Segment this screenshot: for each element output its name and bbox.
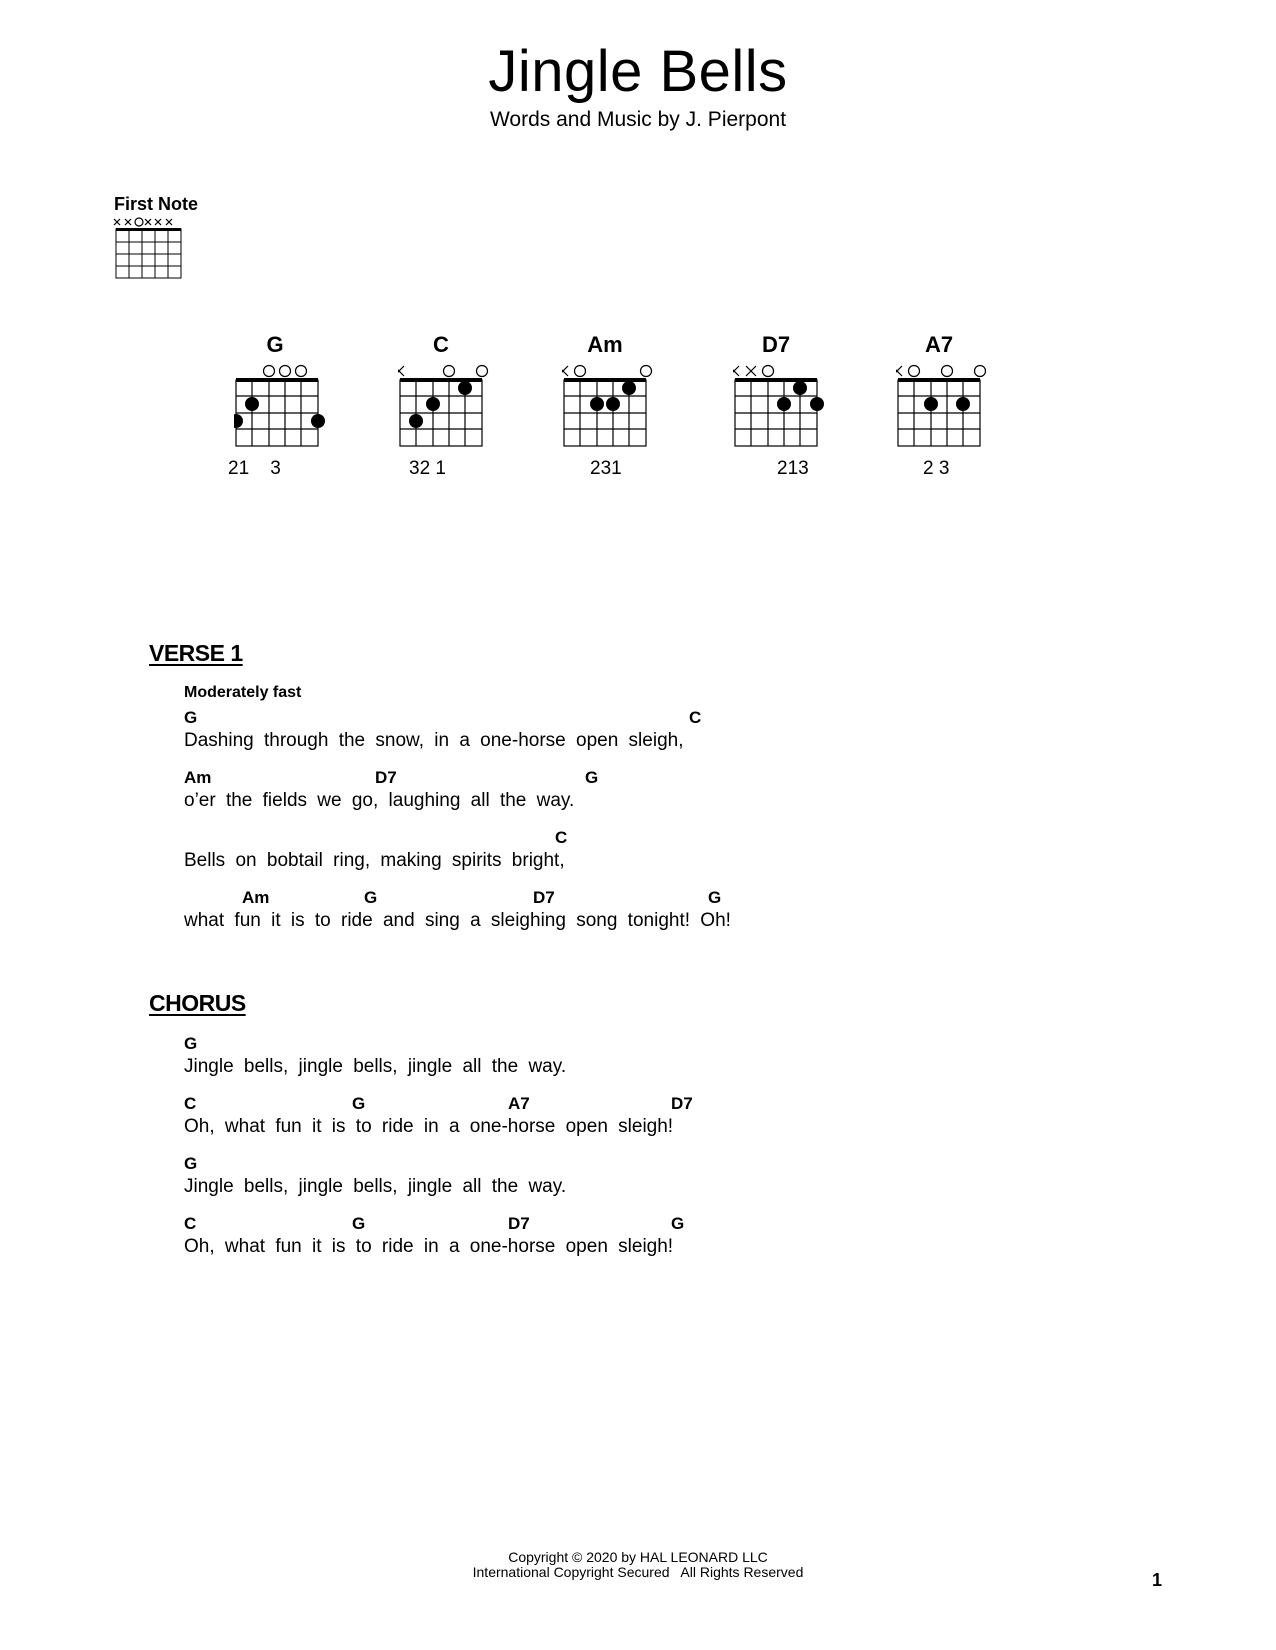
lyric-line <box>184 1154 1084 1204</box>
chord-symbol: G <box>184 708 198 727</box>
lyric-text: Bells on bobtail ring, making spirits bright, <box>184 850 565 871</box>
lyric-line <box>184 1034 1084 1084</box>
chord-fingering: 2 3 <box>923 458 950 479</box>
chord-symbol: G <box>184 1154 198 1173</box>
chord-fingering: 213 <box>777 458 809 479</box>
lyric-text: Jingle bells, jingle bells, jingle all the way. <box>184 1056 567 1077</box>
chord-symbol: A7 <box>508 1094 530 1113</box>
lyric-text: Oh, what fun it is to ride in a one-horse open sleigh! <box>184 1236 674 1257</box>
lyric-line <box>184 768 1084 818</box>
chord-symbol: G <box>184 1034 198 1053</box>
song-credits: Words and Music by J. Pierpont <box>489 108 787 131</box>
chord-fingering: 231 <box>590 458 622 479</box>
chord-symbol: Am <box>242 888 270 907</box>
chord-symbol: G <box>671 1214 685 1233</box>
chord-name: A7 <box>924 332 954 357</box>
page-number: 1 <box>1152 1570 1163 1590</box>
lyric-text: o’er the fields we go, laughing all the way. <box>184 790 575 811</box>
chord-fingering: 32 1 <box>409 458 446 479</box>
lyric-text: Oh, what fun it is to ride in a one-horse open sleigh! <box>184 1116 674 1137</box>
lyric-line <box>184 1094 1084 1144</box>
lyric-text: Jingle bells, jingle bells, jingle all the way. <box>184 1176 567 1197</box>
copyright-line-2: International Copyright Secured All Rights Reserved <box>472 1564 804 1580</box>
copyright-notice <box>0 1550 1276 1580</box>
chord-symbol: C <box>555 828 568 847</box>
lyric-text: Dashing through the snow, in a one-horse open sleigh, <box>184 730 684 751</box>
chorus-heading: CHORUS <box>149 990 246 1016</box>
chord-name: C <box>433 332 449 357</box>
copyright-line-1: Copyright © 2020 by HAL LEONARD LLC <box>508 1549 768 1565</box>
tempo-marking: Moderately fast <box>184 684 302 701</box>
chord-symbol: G <box>708 888 722 907</box>
chord-symbol: D7 <box>508 1214 530 1233</box>
lyric-text: what fun it is to ride and sing a sleighing song tonight! Oh! <box>184 910 731 931</box>
chord-symbol: C <box>689 708 702 727</box>
first-note-diagram <box>112 216 184 287</box>
chord-symbol: Am <box>184 768 212 787</box>
lyric-line <box>184 1214 1084 1264</box>
verse-1-heading: VERSE 1 <box>149 640 243 666</box>
chord-symbol: D7 <box>375 768 397 787</box>
chord-name: Am <box>587 332 623 357</box>
chord-symbol: G <box>585 768 599 787</box>
chord-name: D7 <box>761 332 791 357</box>
chord-symbol: G <box>364 888 378 907</box>
lyric-line <box>184 888 1084 938</box>
chord-fingering: 21 3 <box>228 458 281 479</box>
chord-symbol: D7 <box>671 1094 693 1113</box>
first-note-label: First Note <box>114 194 199 214</box>
chord-symbol: C <box>184 1094 197 1113</box>
chord-symbol: C <box>184 1214 197 1233</box>
chord-name: G <box>266 332 284 357</box>
lyric-line <box>184 708 1084 758</box>
chord-symbol: G <box>352 1214 366 1233</box>
chord-symbol: D7 <box>533 888 555 907</box>
chord-symbol: G <box>352 1094 366 1113</box>
song-title: Jingle Bells <box>488 39 788 104</box>
lyric-line <box>184 828 1084 878</box>
